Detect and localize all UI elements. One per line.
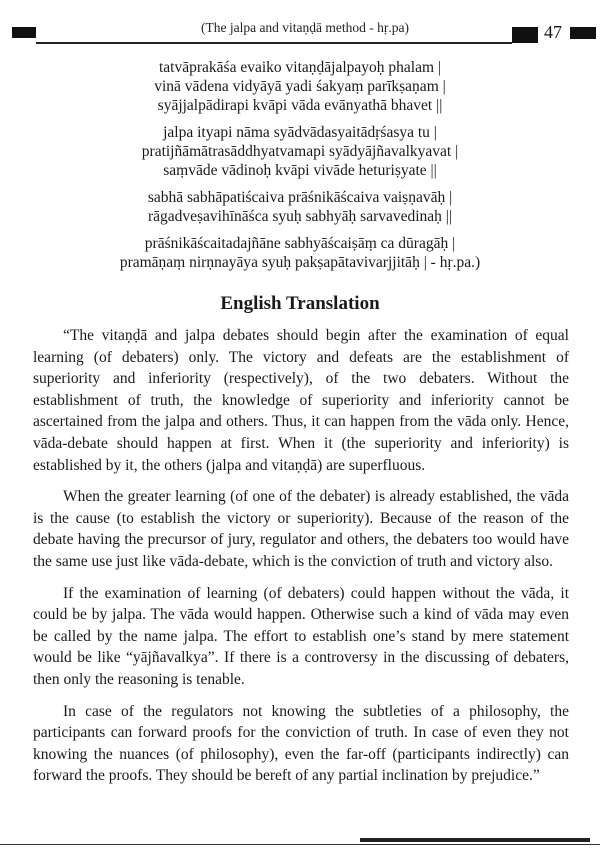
- verse-line: sabhā sabhāpatiścaiva prāśnikāścaiva vaiṣṇavāḥ |: [147, 189, 453, 206]
- header-ornament-far-right: [570, 27, 596, 39]
- verse-line: pramāṇaṃ nirṇnayāya syuḥ pakṣapātavivarjjitāḥ | - hṛ.pa.): [119, 254, 481, 271]
- verse-line: saṃvāde vādinoḥ kvāpi vivāde heturiṣyate ||: [163, 162, 437, 179]
- verse-stanza-1: [40, 58, 560, 115]
- footer-rule: [0, 844, 600, 845]
- verse-line: prāśnikāścaitadajñāne sabhyāścaiṣāṃ ca dūragāḥ |: [144, 235, 456, 252]
- sanskrit-verses: [40, 58, 560, 280]
- verse-line: jalpa ityapi nāma syādvādasyaitādṛśasya tu |: [163, 124, 437, 141]
- translation-body: [33, 325, 569, 797]
- verse-line: tatvāprakāśa evaiko vitaṇḍājalpayoḥ phalam |: [159, 59, 441, 76]
- translation-heading: English Translation: [220, 293, 380, 314]
- translation-paragraph: In case of the regulators not knowing the subtleties of a philosophy, the participants can forward proofs for the conviction of truth. In case of even they not knowing the nuances (of philosophy), even the far-off (participants indirectly) can forward the proofs. They should be bereft of any partial inclination by prejudice.”: [33, 702, 569, 785]
- header-title: (The jalpa and vitaṇḍā method - hṛ.pa): [200, 20, 410, 35]
- translation-paragraph: “The vitaṇḍā and jalpa debates should begin after the examination of equal learning (of debaters) only. The victory and defeats are the establishment of superiority and inferiority (respectively), of the two debaters. Without the establishment of truth, the knowledge of superiority and inferiority cannot be ascertained from the jalpa and others. Thus, it can happen from the vāda only. Hence, vāda-debate should happen at first. When it (the superiority and inferiority) is established by it, the others (jalpa and vitaṇḍā) are superfluous.: [33, 327, 569, 474]
- footer-ornament-bar: [360, 838, 590, 842]
- header-ornament-right: [512, 27, 538, 43]
- verse-stanza-4: [40, 234, 560, 272]
- page-number: 47: [544, 22, 562, 42]
- running-header: [0, 0, 600, 52]
- verse-stanza-2: [40, 123, 560, 180]
- header-ornament-left: [12, 27, 36, 38]
- verse-stanza-3: [40, 188, 560, 226]
- translation-paragraph: When the greater learning (of one of the debater) is already established, the vāda is the cause (to establish the victory or superiority). Because of the reason of the debate having the precursor of jury, regulator and others, the debaters too would have the same use just like vāda-debate, which is the conviction of truth and victory also.: [33, 488, 569, 570]
- verse-line: rāgadveṣavihīnāśca syuḥ sabhyāḥ sarvavedinaḥ ||: [147, 208, 453, 225]
- verse-line: syājjalpādirapi kvāpi vāda evānyathā bhavet ||: [157, 97, 443, 114]
- header-rule: [36, 42, 512, 44]
- verse-line: vinā vādena vidyāyā yadi śakyaṃ parīkṣaṇam |: [154, 78, 446, 95]
- translation-paragraph: If the examination of learning (of debaters) could happen without the vāda, it could be by jalpa. The vāda would happen. Otherwise such a kind of vāda may even be called by the name jalpa. The effort to establish one’s stand by mere statement would be like “yājñavalkya”. If there is a controversy in the discussing of debaters, then only the reasoning is tenable.: [33, 584, 569, 688]
- verse-line: pratijñāmātrasāddhyatvamapi syādyājñavalkyavat |: [141, 143, 459, 160]
